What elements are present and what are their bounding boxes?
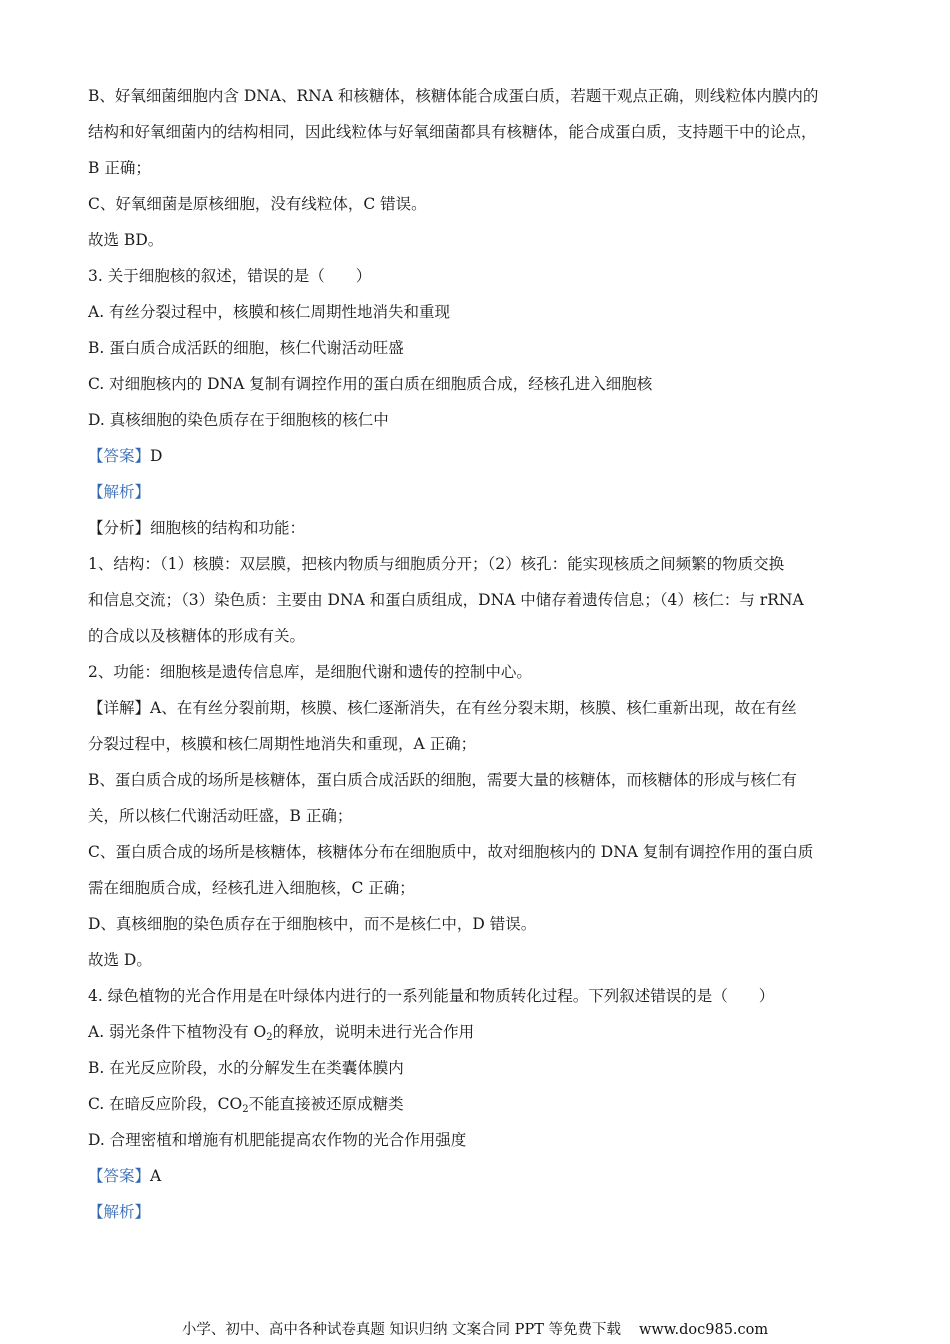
- analysis-line: [88, 1194, 868, 1230]
- question-4-stem: 4. 绿色植物的光合作用是在叶绿体内进行的一系列能量和物质转化过程。下列叙述错误的是（ ）: [88, 987, 775, 1005]
- question-3-option-a: A. 有丝分裂过程中，核膜和核仁周期性地消失和重现: [88, 303, 451, 321]
- question-4-option-c: [88, 1086, 868, 1122]
- text-line: B、蛋白质合成的场所是核糖体，蛋白质合成活跃的细胞，需要大量的核糖体，而核糖体的形成与核仁有: [88, 771, 797, 789]
- question-4-option-a: [88, 1014, 868, 1050]
- question-3-stem: 3. 关于细胞核的叙述，错误的是（ ）: [88, 267, 372, 285]
- answer-line: [88, 1158, 868, 1194]
- text-line: B 正确；: [88, 159, 151, 177]
- text-line: 结构和好氧细菌内的结构相同，因此线粒体与好氧细菌都具有核糖体，能合成蛋白质，支持题干中的论点，: [88, 123, 817, 141]
- option-text: 不能直接被还原成糖类: [248, 1095, 404, 1113]
- text-line: 需在细胞质合成，经核孔进入细胞核，C 正确；: [88, 879, 415, 897]
- question-3-option-b: B. 蛋白质合成活跃的细胞，核仁代谢活动旺盛: [88, 339, 404, 357]
- answer-value: A: [150, 1167, 162, 1185]
- question-3-option-c: C. 对细胞核内的 DNA 复制有调控作用的蛋白质在细胞质合成，经核孔进入细胞核: [88, 375, 653, 393]
- subscript: 2: [266, 1032, 273, 1043]
- subscript: 2: [242, 1104, 249, 1115]
- question-4-option-b: B. 在光反应阶段，水的分解发生在类囊体膜内: [88, 1059, 404, 1077]
- text-line: 分裂过程中，核膜和核仁周期性地消失和重现，A 正确；: [88, 735, 477, 753]
- text-line: B、好氧细菌细胞内含 DNA、RNA 和核糖体，核糖体能合成蛋白质，若题干观点正确，则线粒体内膜内的: [88, 87, 819, 105]
- question-3-option-d: D. 真核细胞的染色质存在于细胞核的核仁中: [88, 411, 389, 429]
- text-line: C、蛋白质合成的场所是核糖体，核糖体分布在细胞质中，故对细胞核内的 DNA 复制有调控作用的蛋白质: [88, 843, 814, 861]
- question-4-option-d: D. 合理密植和增施有机肥能提高农作物的光合作用强度: [88, 1131, 467, 1149]
- text-line: D、真核细胞的染色质存在于细胞核中，而不是核仁中，D 错误。: [88, 915, 537, 933]
- text-line: 2、功能：细胞核是遗传信息库，是细胞代谢和遗传的控制中心。: [88, 663, 532, 681]
- analysis-tag: 【解析】: [88, 1203, 151, 1221]
- analysis-line: [88, 474, 868, 510]
- footer-text: 小学、初中、高中各种试卷真题 知识归纳 文案合同 PPT 等免费下载: [181, 1322, 621, 1338]
- text-line: 故选 BD。: [88, 231, 164, 249]
- text-line: 1、结构：（1）核膜：双层膜，把核内物质与细胞质分开；（2）核孔：能实现核质之间频繁的物质交换: [88, 555, 785, 573]
- analysis-tag: 【解析】: [88, 483, 151, 501]
- answer-tag: 【答案】: [88, 1167, 151, 1185]
- document-body: [88, 78, 868, 1230]
- xiangjie-text: A、在有丝分裂前期，核膜、核仁逐渐消失，在有丝分裂末期，核膜、核仁重新出现，故在有丝: [150, 699, 797, 717]
- answer-line: [88, 438, 868, 474]
- text-line: 关，所以核仁代谢活动旺盛，B 正确；: [88, 807, 353, 825]
- xiangjie-line: [88, 690, 868, 726]
- option-text: C. 在暗反应阶段，CO: [88, 1095, 243, 1113]
- text-line: 的合成以及核糖体的形成有关。: [88, 627, 306, 645]
- option-text: 的释放，说明未进行光合作用: [272, 1023, 475, 1041]
- option-text: A. 弱光条件下植物没有 O: [88, 1023, 267, 1041]
- footer-site-link[interactable]: www.doc985.com: [638, 1322, 769, 1338]
- page-footer: [0, 1318, 950, 1339]
- fenxi-text: 细胞核的结构和功能：: [150, 519, 306, 537]
- answer-value: D: [150, 447, 163, 465]
- fenxi-line: [88, 510, 868, 546]
- fenxi-tag: 【分析】: [88, 519, 151, 537]
- xiangjie-tag: 【详解】: [88, 699, 151, 717]
- text-line: 故选 D。: [88, 951, 152, 969]
- text-line: C、好氧细菌是原核细胞，没有线粒体，C 错误。: [88, 195, 427, 213]
- answer-tag: 【答案】: [88, 447, 151, 465]
- text-line: 和信息交流；（3）染色质：主要由 DNA 和蛋白质组成，DNA 中储存着遗传信息；（4）核仁：与 rRNA: [88, 591, 804, 609]
